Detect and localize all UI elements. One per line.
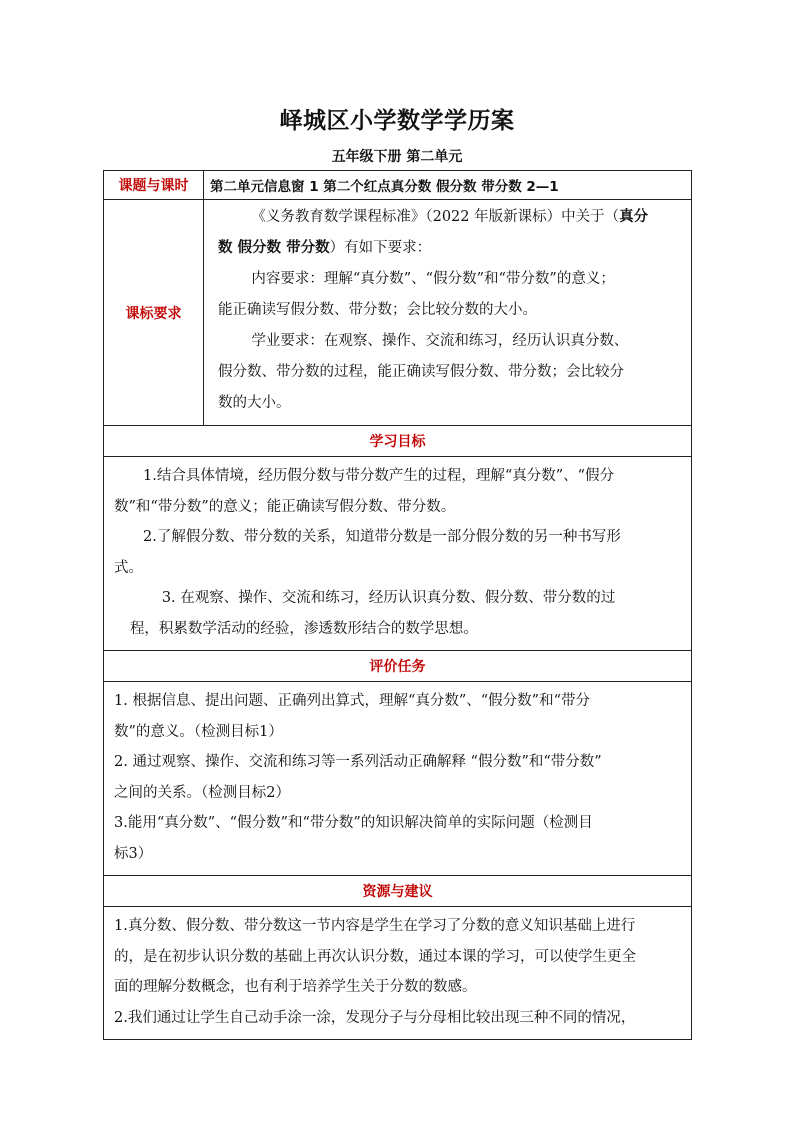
resources-heading-row	[104, 876, 692, 907]
curriculum-intro-line2	[218, 233, 683, 264]
task-2-line1: 2. 通过观察、操作、交流和练习等一系列活动正确解释 “假分数”和“带分数”	[114, 754, 602, 770]
academic-req-line3: 数的大小。	[218, 395, 291, 411]
academic-req-line1: 学业要求：在观察、操作、交流和练习，经历认识真分数、	[251, 333, 629, 349]
topic-value: 第二单元信息窗 1 第二个红点真分数 假分数 带分数 2—1	[204, 171, 692, 200]
resources-content	[104, 907, 692, 1040]
curriculum-intro-text: 《义务教育数学课程标准》（2022 年版新课标）中关于（	[251, 209, 620, 225]
resource-1-line2: 的，是在初步认识分数的基础上再次认识分数，通过本课的学习，可以使学生更全	[114, 948, 636, 965]
goal-1-line1: 1.结合具体情境，经历假分数与带分数产生的过程，理解“真分数”、“假分	[143, 468, 615, 484]
goal-3-line1: 3. 在观察、操作、交流和练习，经历认识真分数、假分数、带分数的过	[161, 590, 616, 606]
curriculum-label: 课标要求	[104, 200, 204, 426]
task-3-line2: 标3）	[114, 845, 153, 862]
curriculum-intro-bold2: 数 假分数 带分数	[218, 240, 330, 256]
academic-req-line2: 假分数、带分数的过程，能正确读写假分数、带分数；会比较分	[218, 364, 624, 380]
topic-label: 课题与课时	[104, 171, 204, 200]
curriculum-intro-end: ）有如下要求：	[329, 240, 432, 256]
resource-1-line1: 1.真分数、假分数、带分数这一节内容是学生在学习了分数的意义知识基础上进行	[114, 918, 636, 934]
goal-1-line2: 数”和“带分数”的意义；能正确读写假分数、带分数。	[114, 498, 456, 515]
tasks-row	[104, 682, 692, 876]
goals-heading-row	[104, 426, 692, 457]
goals-heading: 学习目标	[104, 426, 692, 457]
goal-3-line2: 程，积累数学活动的经验，渗透数形结合的数学思想。	[129, 620, 478, 637]
tasks-heading: 评价任务	[104, 651, 692, 682]
tasks-heading-row	[104, 651, 692, 682]
resources-heading: 资源与建议	[104, 876, 692, 907]
page-subtitle: 五年级下册 第二单元	[331, 149, 463, 165]
resource-2-line1: 2.我们通过让学生自己动手涂一涂，发现分子与分母相比较出现三种不同的情况，	[114, 1009, 636, 1026]
goal-2-line1: 2.了解假分数、带分数的关系，知道带分数是一部分假分数的另一种书写形	[143, 529, 621, 545]
page-title: 峄城区小学数学学历案	[279, 108, 515, 134]
curriculum-content	[204, 200, 692, 426]
topic-row	[104, 171, 692, 200]
tasks-content	[104, 682, 692, 876]
lesson-plan-table	[103, 170, 692, 1040]
resources-row	[104, 907, 692, 1040]
curriculum-intro-line1	[218, 202, 683, 233]
task-2-line2: 之间的关系。（检测目标2）	[114, 784, 290, 801]
task-3-line1: 3.能用“真分数”、“假分数”和“带分数”的知识解决简单的实际问题（检测目	[114, 815, 593, 831]
task-1-line1: 1. 根据信息、提出问题、正确列出算式，理解“真分数”、“假分数”和“带分	[114, 693, 591, 709]
content-req-line2: 能正确读写假分数、带分数；会比较分数的大小。	[218, 302, 537, 318]
goal-2-line2: 式。	[114, 559, 143, 576]
goals-content	[104, 457, 692, 651]
resource-1-line3: 面的理解分数概念，也有利于培养学生关于分数的数感。	[114, 979, 477, 995]
task-1-line2: 数”的意义。（检测目标1）	[114, 723, 283, 740]
curriculum-row	[104, 200, 692, 426]
curriculum-intro-bold1: 真分	[619, 209, 649, 225]
goals-row	[104, 457, 692, 651]
content-req-line1: 内容要求：理解“真分数”、“假分数”和“带分数”的意义；	[251, 271, 615, 287]
